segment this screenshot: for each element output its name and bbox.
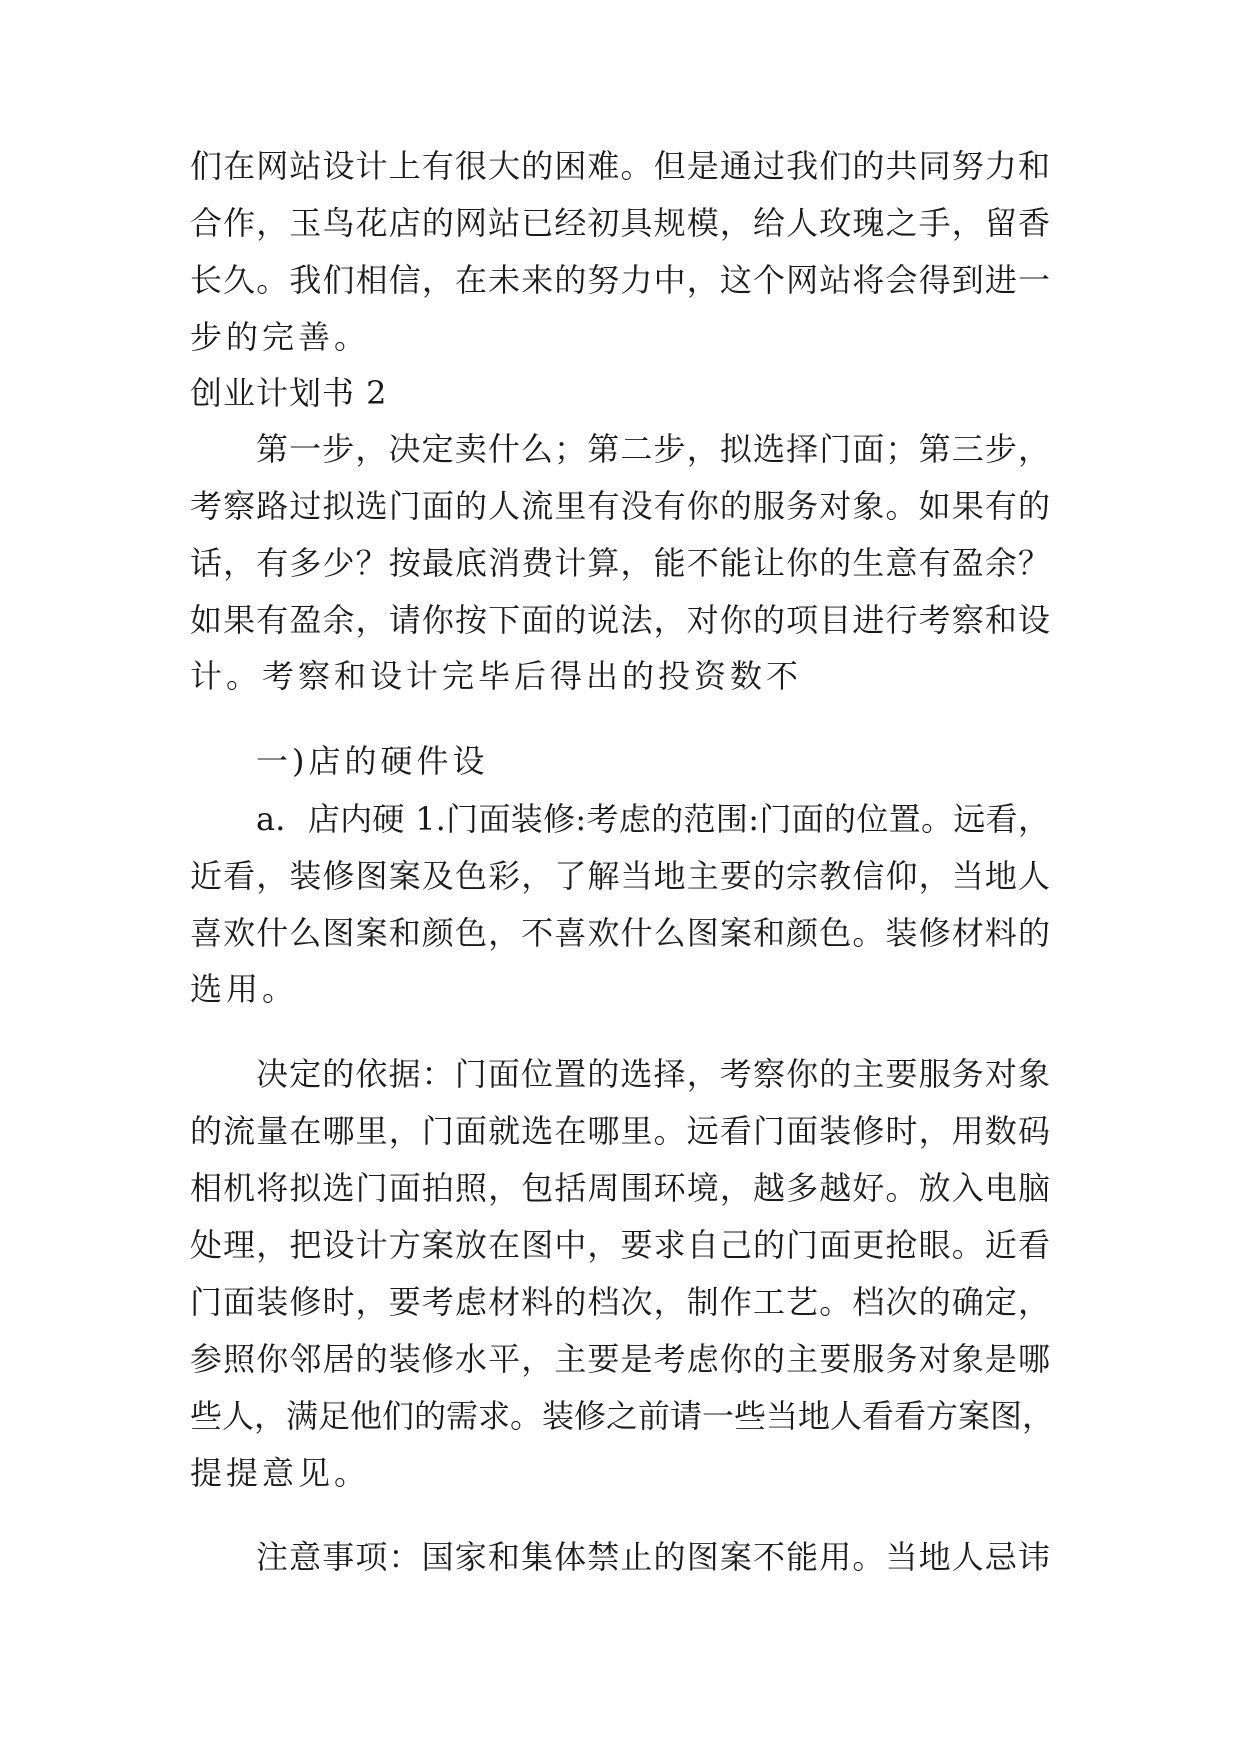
paragraph-4-line-2: 的流量在哪里，门面就选在哪里。远看门面装修时，用数码	[190, 1112, 1050, 1150]
paragraph-4-line-4: 处理，把设计方案放在图中，要求自己的门面更抢眼。近看	[190, 1226, 1050, 1264]
paragraph-4-line-3: 相机将拟选门面拍照，包括周围环境，越多越好。放入电脑	[190, 1169, 1050, 1207]
paragraph-1-line-4: 步的完善。	[190, 318, 371, 356]
paragraph-3-line-3: 喜欢什么图案和颜色，不喜欢什么图案和颜色。装修材料的	[190, 914, 1050, 952]
paragraph-3-line-4: 选用。	[190, 970, 299, 1008]
paragraph-2-line-3: 话，有多少？按最底消费计算，能不能让你的生意有盈余？	[190, 544, 1050, 582]
paragraph-4-line-1: 决定的依据：门面位置的选择，考察你的主要服务对象	[256, 1055, 1050, 1093]
paragraph-3-line-1: a．店内硬 1.门面装修:考虑的范围:门面的位置。远看，	[256, 800, 1050, 838]
paragraph-3-line-2: 近看，装修图案及色彩，了解当地主要的宗教信仰，当地人	[190, 857, 1050, 895]
paragraph-2-line-4: 如果有盈余，请你按下面的说法，对你的项目进行考察和设	[190, 601, 1050, 639]
paragraph-2-line-5: 计。考察和设计完毕后得出的投资数不	[190, 657, 803, 695]
paragraph-2-line-1: 第一步，决定卖什么；第二步，拟选择门面；第三步，	[256, 430, 1050, 468]
paragraph-1-line-2: 合作，玉鸟花店的网站已经初具规模，给人玫瑰之手，留香	[190, 204, 1050, 242]
paragraph-5-line-1: 注意事项：国家和集体禁止的图案不能用。当地人忌讳	[256, 1538, 1050, 1576]
paragraph-1-line-1: 们在网站设计上有很大的困难。但是通过我们的共同努力和	[190, 147, 1050, 185]
paragraph-2-line-2: 考察路过拟选门面的人流里有没有你的服务对象。如果有的	[190, 487, 1050, 525]
subheading: 一)店的硬件设	[256, 742, 489, 780]
paragraph-4-line-8: 提提意见。	[190, 1454, 371, 1492]
paragraph-1-line-3: 长久。我们相信，在未来的努力中，这个网站将会得到进一	[190, 261, 1050, 299]
section-title: 创业计划书 2	[190, 374, 388, 412]
paragraph-4-line-5: 门面装修时，要考虑材料的档次，制作工艺。档次的确定，	[190, 1283, 1050, 1321]
paragraph-4-line-7: 些人，满足他们的需求。装修之前请一些当地人看看方案图，	[190, 1397, 1055, 1435]
paragraph-4-line-6: 参照你邻居的装修水平，主要是考虑你的主要服务对象是哪	[190, 1340, 1050, 1378]
